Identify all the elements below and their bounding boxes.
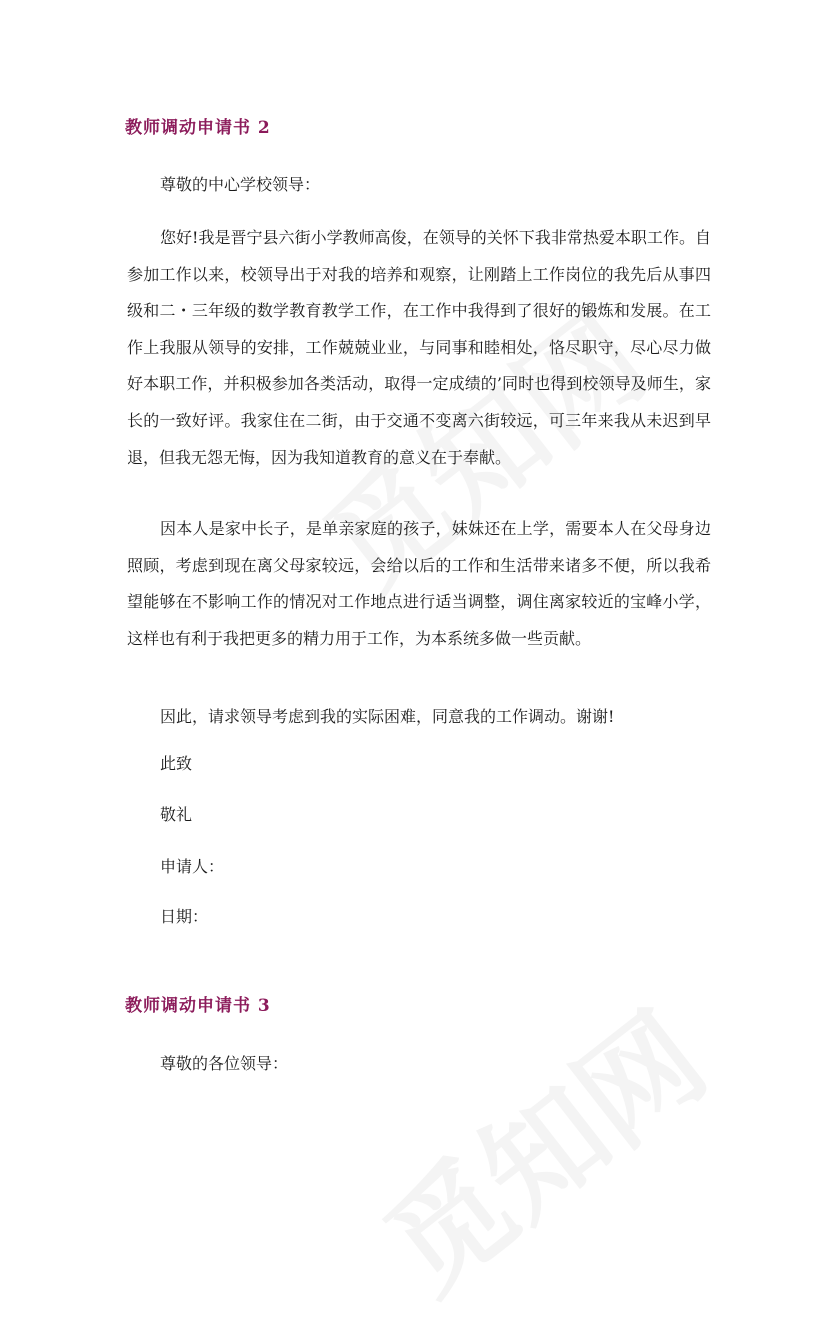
closing-cizhi: 此致: [160, 754, 193, 773]
section-2-title: 教师调动申请书 2: [125, 118, 271, 138]
salutation: 尊敬的中心学校领导：: [160, 175, 321, 194]
section-3-title: 教师调动申请书 3: [125, 996, 271, 1016]
date-label: 日期：: [160, 907, 209, 926]
applicant-label: 申请人：: [160, 857, 225, 876]
body-paragraph-2: 因本人是家中长子，是单亲家庭的孩子，妹妹还在上学，需要本人在父母身边照顾，考虑到现在离父母家较远，会给以后的工作和生活带来诸多不便，所以我希望能够在不影响工作的情况对工作地点进行适当调整，调住离家较近的宝峰小学，这样也有利于我把更多的精力用于工作，为本系统多做一些贡献。: [127, 519, 711, 648]
closing-jingli: 敬礼: [160, 805, 193, 824]
body-paragraph-3: 因此，请求领导考虑到我的实际困难，同意我的工作调动。谢谢!: [160, 707, 615, 726]
watermark: [345, 967, 735, 1324]
body-paragraph-1: 您好!我是晋宁县六街小学教师高俊，在领导的关怀下我非常热爱本职工作。自参加工作以来，校领导出于对我的培养和观察，让刚踏上工作岗位的我先后从事四级和二・三年级的数学教育教学工作，在工作中我得到了很好的锻炼和发展。在工作上我服从领导的安排，工作兢兢业业，与同事和睦相处，恪尽职守，尽心尽力做好本职工作，并积极参加各类活动，取得一定成绩的’同时也得到校领导及师生，家长的一致好评。我家住在二街，由于交通不变离六街较远，可三年来我从未迟到早退，但我无怨无悔，因为我知道教育的意义在于奉献。: [127, 228, 711, 467]
salutation-section-3: 尊敬的各位领导：: [160, 1054, 289, 1073]
